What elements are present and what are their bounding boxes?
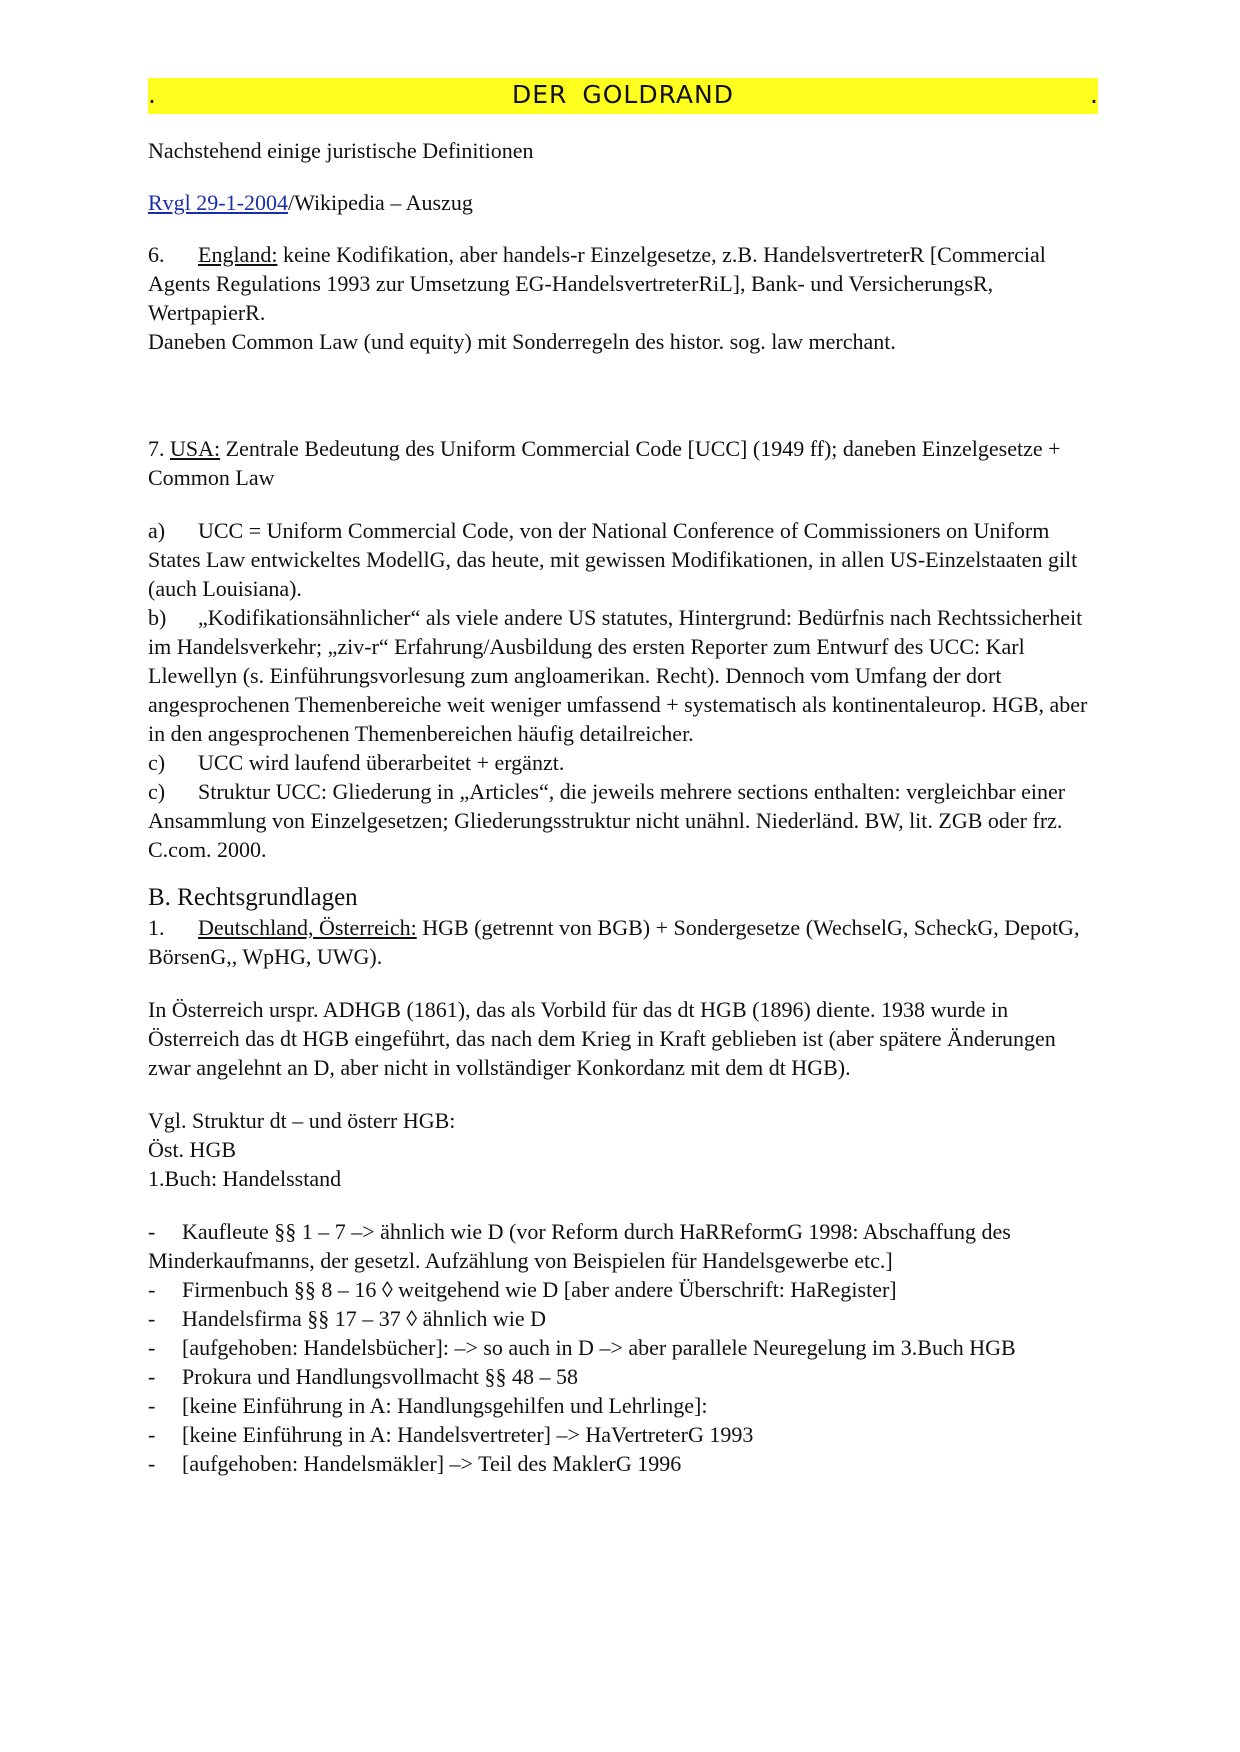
list-item-text: Prokura und Handlungsvollmacht §§ 48 – 58 [182, 1364, 578, 1389]
list-item [148, 1275, 1098, 1304]
usa-number: 7. [148, 436, 170, 461]
usa-item-mark: b) [148, 605, 167, 630]
list-item [148, 1391, 1098, 1420]
list-item-text: [keine Einführung in A: Handelsvertreter] –> HaVertreterG 1993 [182, 1422, 754, 1447]
list-item [148, 1420, 1098, 1449]
usa-label: USA: [170, 436, 221, 461]
austria-paragraph: In Österreich urspr. ADHGB (1861), das als Vorbild für das dt HGB (1896) diente. 1938 wurde in Österreich das dt HGB eingeführt, das nach dem Krieg in Kraft geblieben ist (aber spätere Änderungen zwar angelehnt an D, aber nicht in vollständiger Konkordanz mit dem dt HGB). [148, 997, 1056, 1080]
banner-title: DER GOLDRAND [511, 80, 734, 109]
list-item-text: Firmenbuch §§ 8 – 16 ◊ weitgehend wie D [aber andere Überschrift: HaRegister] [182, 1277, 897, 1302]
source-rest: /Wikipedia – Auszug [287, 190, 473, 215]
list-dash: - [148, 1422, 156, 1447]
list-dash: - [148, 1335, 156, 1360]
usa-item-text: Struktur UCC: Gliederung in „Articles“, die jeweils mehrere sections enthalten: vergleichbar einer Ansammlung von Einzelgesetzen; Gliederungsstruktur nicht unähnl. Niederländ. BW, lit. ZGB oder frz. C.com. 2000. [148, 779, 1066, 862]
list-item-text: [keine Einführung in A: Handlungsgehilfen und Lehrlinge]: [182, 1393, 708, 1418]
usa-item-text: UCC = Uniform Commercial Code, von der National Conference of Commissioners on Uniform States Law entwickeltes ModellG, das heute, mit gewissen Modifikationen, in allen US-Einzelstaaten gilt (auch Louisiana). [148, 518, 1078, 601]
usa-item-b [148, 603, 1098, 748]
usa-item-text: „Kodifikationsähnlicher“ als viele andere US statutes, Hintergrund: Bedürfnis nach Rechtssicherheit im Handelsverkehr; „ziv-r“ Erfahrung/Ausbildung des ersten Reporter zum Entwurf des UCC: Karl Llewellyn (s. Einführungsvorlesung zum angloamerikan. Recht). Dennoch vom Umfang der dort angesprochenen Themenbereiche weit weniger umfassend + systematisch als kontinentaleurop. HGB, aber in den angesprochenen Themenbereichen häufig detailreicher. [148, 605, 1088, 746]
usa-item-mark: c) [148, 779, 166, 804]
section-b-number: 1. [148, 915, 165, 940]
banner-left-dot: . [148, 80, 156, 109]
austrian-hgb-line: Öst. HGB [148, 1137, 237, 1162]
england-text: keine Kodifikation, aber handels-r Einzelgesetze, z.B. HandelsvertreterR [Commercial Agents Regulations 1993 zur Umsetzung EG-HandelsvertreterRiL], Bank- und VersicherungsR, WertpapierR. [148, 242, 1046, 325]
england-label: England: [198, 242, 278, 267]
source-link[interactable]: Rvgl 29-1-2004 [148, 190, 288, 215]
usa-item-a [148, 516, 1098, 603]
usa-item-c2 [148, 777, 1098, 864]
section-b-heading: B. Rechtsgrundlagen [148, 884, 358, 911]
england-number: 6. [148, 242, 165, 267]
list-dash: - [148, 1451, 156, 1476]
usa-item-mark: c) [148, 750, 166, 775]
list-dash: - [148, 1219, 156, 1244]
section-b-text: HGB (getrennt von BGB) + Sondergesetze (WechselG, ScheckG, DepotG, BörsenG,, WpHG, UWG). [148, 915, 1080, 969]
list-dash: - [148, 1393, 156, 1418]
section-b-item-1 [148, 913, 1098, 971]
usa-paragraph [148, 434, 1098, 492]
usa-item-text: UCC wird laufend überarbeitet + ergänzt. [198, 750, 565, 775]
book-one-line: 1.Buch: Handelsstand [148, 1166, 342, 1191]
document-page [148, 78, 1098, 1478]
list-item [148, 1217, 1098, 1275]
list-item-text: [aufgehoben: Handelsmäkler] –> Teil des MaklerG 1996 [182, 1451, 682, 1476]
list-item-text: Handelsfirma §§ 17 – 37 ◊ ähnlich wie D [182, 1306, 547, 1331]
list-dash: - [148, 1306, 156, 1331]
source-line [148, 188, 1098, 217]
structure-line: Vgl. Struktur dt – und österr HGB: [148, 1108, 456, 1133]
title-banner [148, 78, 1098, 114]
list-item [148, 1362, 1098, 1391]
list-item [148, 1449, 1098, 1478]
banner-right-dot: . [1090, 80, 1098, 109]
usa-item-c [148, 748, 1098, 777]
usa-text: Zentrale Bedeutung des Uniform Commercial Code [UCC] (1949 ff); daneben Einzelgesetze + Common Law [148, 436, 1061, 490]
england-common-law: Daneben Common Law (und equity) mit Sonderregeln des histor. sog. law merchant. [148, 329, 896, 354]
list-item [148, 1333, 1098, 1362]
list-item-text: [aufgehoben: Handelsbücher]: –> so auch in D –> aber parallele Neuregelung im 3.Buch HGB [182, 1335, 1016, 1360]
list-dash: - [148, 1277, 156, 1302]
list-dash: - [148, 1364, 156, 1389]
list-item-text: Kaufleute §§ 1 – 7 –> ähnlich wie D (vor Reform durch HaRReformG 1998: Abschaffung des Minderkaufmanns, der gesetzl. Aufzählung von Beispielen für Handelsgewerbe etc.] [148, 1219, 1011, 1273]
hgb-list [148, 1217, 1098, 1478]
section-b-label: Deutschland, Österreich: [198, 915, 417, 940]
usa-item-mark: a) [148, 518, 166, 543]
england-paragraph [148, 240, 1098, 327]
list-item [148, 1304, 1098, 1333]
intro-line: Nachstehend einige juristische Definitionen [148, 138, 534, 163]
